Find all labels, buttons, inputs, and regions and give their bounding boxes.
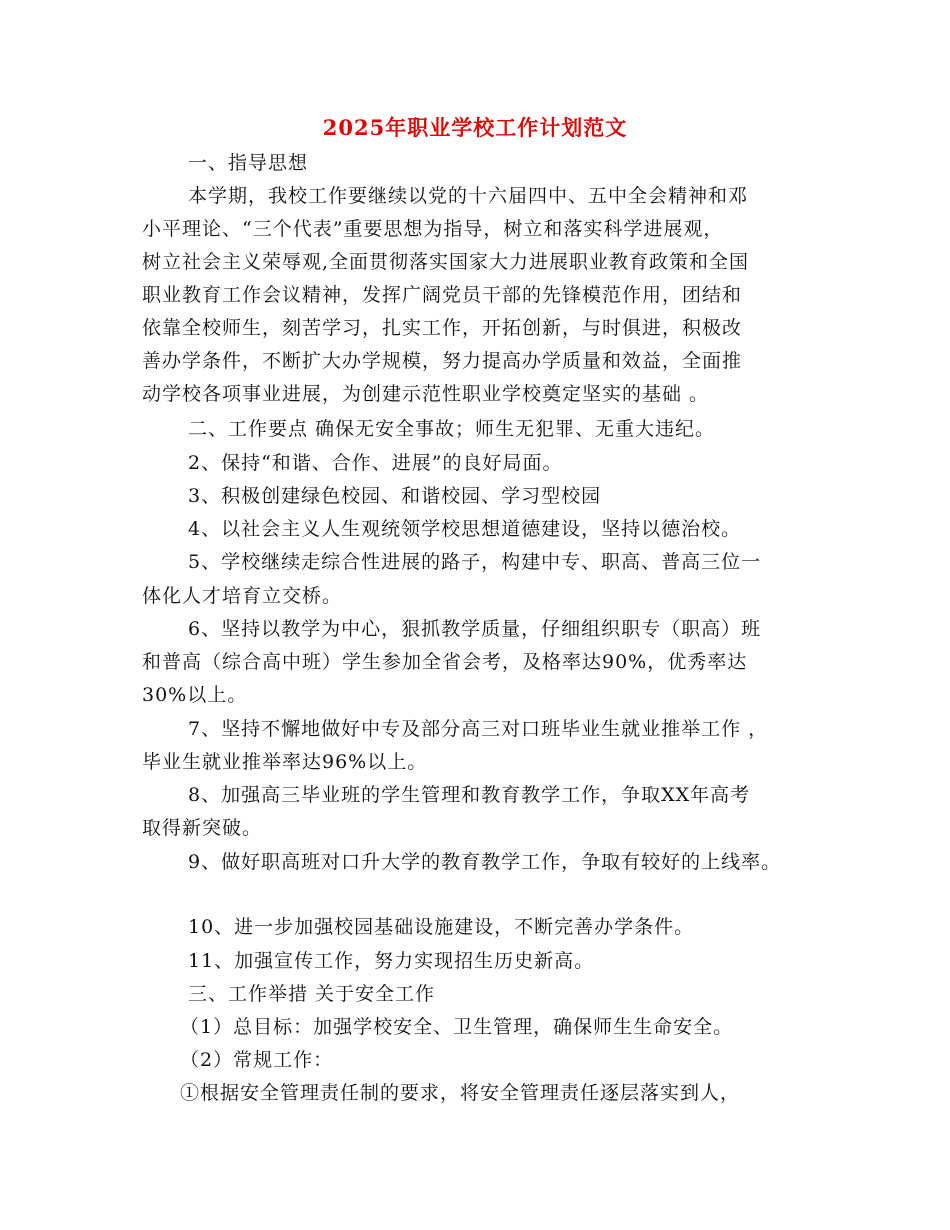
text-line: 3、积极创建绿色校园、和谐校园、学习型校园 [188,485,602,507]
text-line: 三、工作举措 关于安全工作 [188,983,436,1005]
text-line: 依靠全校师生，刻苦学习，扎实工作，开拓创新，与时俱进，积极改 [142,317,743,339]
text-line: 树立社会主义荣辱观,全面贯彻落实国家大力进展职业教育政策和全国 [142,251,750,273]
text-line: 职业教育工作会议精神，发挥广阔党员干部的先锋模范作用，团结和 [142,284,743,306]
text-line: 30%以上。 [142,684,248,706]
text-line: 7、坚持不懈地做好中专及部分高三对口班毕业生就业推举工作 ， [188,718,769,740]
text-line: 动学校各项事业进展，为创建示范性职业学校奠定坚实的基础 。 [142,383,710,405]
text-line: 毕业生就业推举率达96%以上。 [142,751,428,773]
text-line: 10、进一步加强校园基础设施建设，不断完善办学条件。 [188,916,695,938]
text-line: 5、学校继续走综合性进展的路子，构建中专、职高、普高三位一 [188,551,762,573]
text-line: 2、保持“和谐、合作、进展”的良好局面。 [188,452,563,474]
document-title: 2025年职业学校工作计划范文 [322,115,628,140]
text-line: 11、加强宣传工作，努力实现招生历史新高。 [188,950,595,972]
text-line: 和普高（综合高中班）学生参加全省会考，及格率达90%，优秀率达 [142,651,748,673]
text-line: 二、工作要点 确保无安全事故；师生无犯罪、无重大违纪。 [188,418,716,440]
text-line: 一、指导思想 [188,152,309,174]
text-line: ①根据安全管理责任制的要求，将安全管理责任逐层落实到人， [180,1082,741,1104]
text-line: （1）总目标：加强学校安全、卫生管理，确保师生生命安全。 [180,1016,734,1038]
text-line: 4、以社会主义人生观统领学校思想道德建设，坚持以德治校。 [188,518,742,540]
text-line: 6、坚持以教学为中心，狠抓教学质量，仔细组织职专（职高）班 [188,618,762,640]
text-line: 9、做好职高班对口升大学的教育教学工作，争取有较好的上线率。 [188,851,782,873]
text-line: 善办学条件，不断扩大办学规模，努力提高办学质量和效益，全面推 [142,350,743,372]
text-line: 8、加强高三毕业班的学生管理和教育教学工作，争取XX年高考 [188,784,751,806]
text-line: 小平理论、“三个代表”重要思想为指导，树立和落实科学进展观， [142,218,724,240]
text-line: （2）常规工作： [180,1049,334,1071]
text-line: 体化人才培育立交桥。 [142,585,343,607]
text-line: 取得新突破。 [142,817,263,839]
text-line: 本学期，我校工作要继续以党的十六届四中、五中全会精神和邓 [188,185,749,207]
